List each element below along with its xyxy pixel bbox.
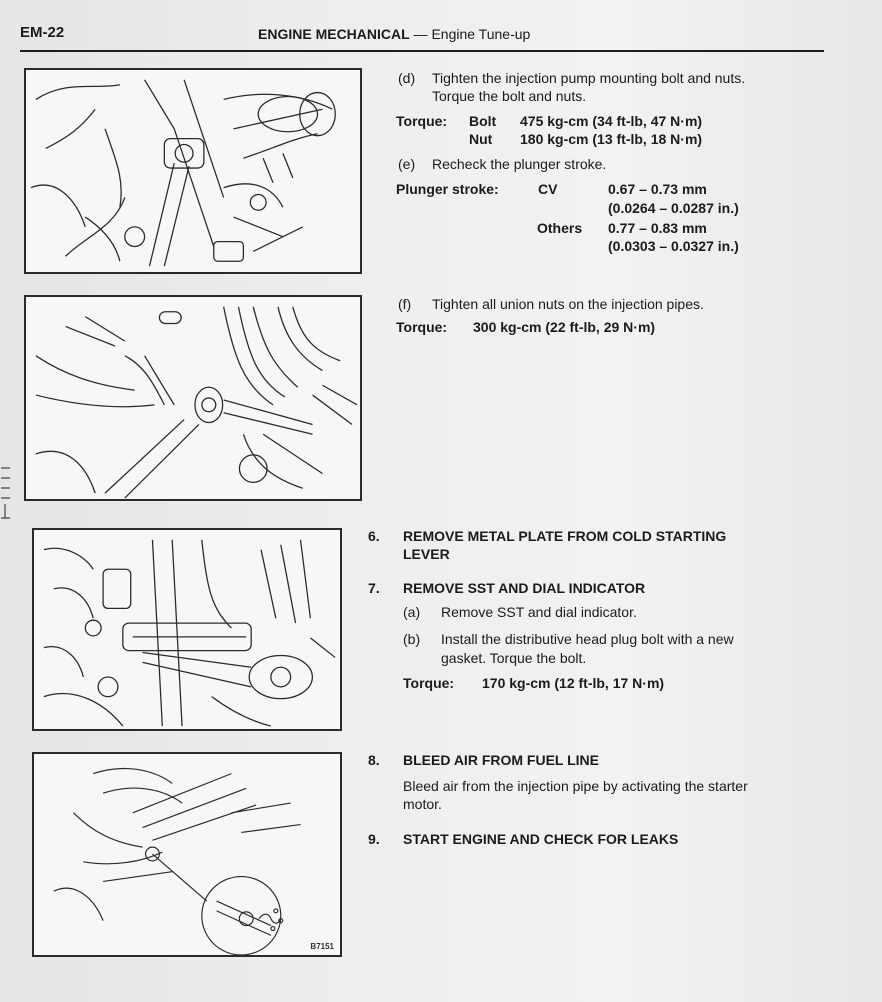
plug-bolt-drawing-icon	[34, 530, 340, 729]
plunger-stroke-label: Plunger stroke:	[396, 181, 499, 197]
others-value-mm: 0.77 – 0.83 mm	[608, 220, 707, 236]
figure-bleed-air	[32, 752, 342, 957]
section-title: ENGINE MECHANICAL	[258, 26, 410, 42]
step-d-torque-label: Torque:	[396, 113, 448, 129]
item-6-title-line2: LEVER	[403, 546, 450, 562]
figure-plug-bolt	[32, 528, 342, 731]
step-f-text: Tighten all union nuts on the injection pipes.	[432, 296, 704, 312]
nut-label: Nut	[469, 131, 493, 147]
item-9-number: 9.	[368, 831, 380, 847]
item-7-b-line2: gasket. Torque the bolt.	[441, 650, 587, 666]
step-d-marker: (d)	[398, 70, 416, 86]
item-8-title: BLEED AIR FROM FUEL LINE	[403, 752, 599, 768]
subsection-title: Engine Tune-up	[431, 26, 531, 42]
item-8-line2: motor.	[403, 796, 442, 812]
step-f-torque-value: 300 kg-cm (22 ft-lb, 29 N·m)	[473, 319, 656, 335]
item-8-line1: Bleed air from the injection pipe by activating the starter	[403, 778, 748, 794]
page-title	[258, 26, 530, 42]
cv-label: CV	[538, 181, 558, 197]
others-value-in: (0.0303 – 0.0327 in.)	[608, 238, 739, 254]
item-7-title: REMOVE SST AND DIAL INDICATOR	[403, 580, 646, 596]
item-9-title: START ENGINE AND CHECK FOR LEAKS	[403, 831, 679, 847]
bleed-air-drawing-icon	[34, 754, 340, 955]
step-d	[398, 70, 745, 87]
header-rule	[20, 50, 824, 52]
bolt-torque-value: 475 kg-cm (34 ft-lb, 47 N·m)	[520, 113, 703, 129]
bolt-label: Bolt	[469, 113, 497, 129]
item-7-number: 7.	[368, 580, 380, 596]
others-label: Others	[537, 220, 583, 236]
item-7-b-marker: (b)	[403, 631, 421, 647]
item-7-torque-label: Torque:	[403, 675, 455, 691]
injection-pump-drawing-icon	[26, 70, 360, 272]
item-7-a-text: Remove SST and dial indicator.	[441, 604, 637, 620]
step-e-marker: (e)	[398, 156, 416, 172]
step-d-line1: Tighten the injection pump mounting bolt and nuts.	[432, 70, 746, 86]
item-7-a-marker: (a)	[403, 604, 421, 620]
item-7-b-line1: Install the distributive head plug bolt with a new	[441, 631, 734, 647]
union-nuts-drawing-icon	[26, 297, 360, 499]
binding-mark-icon	[0, 462, 12, 522]
item-7-step-a	[403, 604, 637, 621]
title-separator: —	[409, 26, 432, 42]
page-code: EM-22	[20, 24, 65, 41]
step-e-text: Recheck the plunger stroke.	[432, 156, 607, 172]
item-7-step-b	[403, 631, 734, 648]
step-d-line2: Torque the bolt and nuts.	[432, 88, 587, 104]
step-e	[398, 156, 606, 173]
item-6-title-line1: REMOVE METAL PLATE FROM COLD STARTING	[403, 528, 727, 544]
item-7-torque-value: 170 kg-cm (12 ft-lb, 17 N·m)	[482, 675, 665, 691]
item-6-number: 6.	[368, 528, 380, 544]
cv-value-in: (0.0264 – 0.0287 in.)	[608, 200, 739, 216]
item-8-number: 8.	[368, 752, 380, 768]
step-f-marker: (f)	[398, 296, 412, 312]
figure-code: B7151	[310, 942, 334, 951]
step-f	[398, 296, 704, 313]
cv-value-mm: 0.67 – 0.73 mm	[608, 181, 707, 197]
figure-union-nuts	[24, 295, 362, 501]
figure-injection-pump	[24, 68, 362, 274]
nut-torque-value: 180 kg-cm (13 ft-lb, 18 N·m)	[520, 131, 703, 147]
step-f-torque-label: Torque:	[396, 319, 448, 335]
